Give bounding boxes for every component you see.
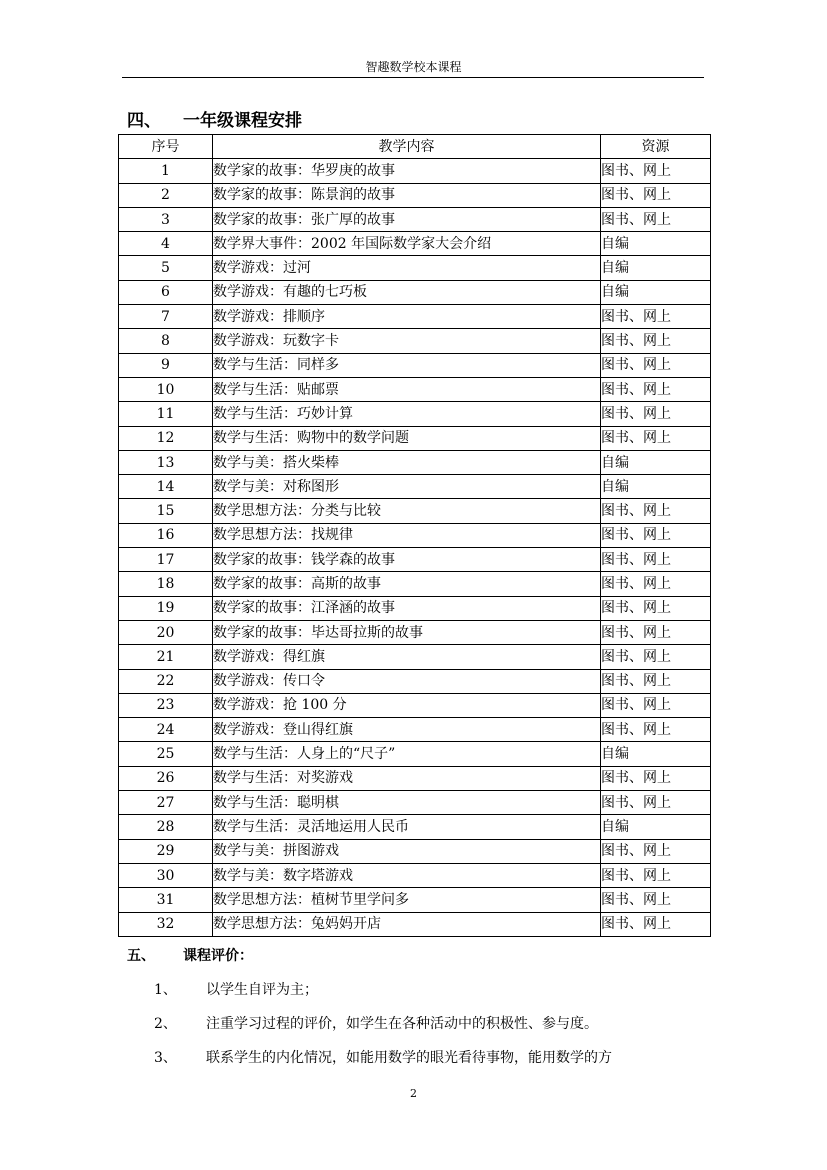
table-row xyxy=(119,305,711,329)
table-body xyxy=(119,159,711,937)
row-resource-cell: 自编 xyxy=(601,256,711,280)
table-row xyxy=(119,402,711,426)
row-number-cell: 25 xyxy=(119,742,213,766)
row-content-cell: 数学与生活：灵活地运用人民币 xyxy=(213,815,601,839)
section-five-heading xyxy=(127,945,253,965)
row-content-cell: 数学家的故事：高斯的故事 xyxy=(213,572,601,596)
row-content-cell: 数学与生活：巧妙计算 xyxy=(213,402,601,426)
table-row xyxy=(119,377,711,401)
row-number-cell: 16 xyxy=(119,523,213,547)
row-number-cell: 10 xyxy=(119,377,213,401)
row-content-cell: 数学与生活：对奖游戏 xyxy=(213,766,601,790)
row-number-cell: 26 xyxy=(119,766,213,790)
section-five-title: 课程评价： xyxy=(183,948,253,964)
table-row xyxy=(119,207,711,231)
row-number-cell: 7 xyxy=(119,305,213,329)
evaluation-item xyxy=(154,1013,598,1033)
table-row xyxy=(119,888,711,912)
page-number: 2 xyxy=(410,1087,417,1100)
row-content-cell: 数学思想方法：兔妈妈开店 xyxy=(213,912,601,936)
row-resource-cell: 图书、网上 xyxy=(601,888,711,912)
row-content-cell: 数学与美：数字塔游戏 xyxy=(213,863,601,887)
row-resource-cell: 图书、网上 xyxy=(601,693,711,717)
row-content-cell: 数学界大事件：2002 年国际数学家大会介绍 xyxy=(213,232,601,256)
row-number-cell: 19 xyxy=(119,596,213,620)
table-header-row xyxy=(119,135,711,159)
row-content-cell: 数学游戏：传口令 xyxy=(213,669,601,693)
table-row xyxy=(119,766,711,790)
row-number-cell: 6 xyxy=(119,280,213,304)
table-row xyxy=(119,475,711,499)
table-row xyxy=(119,718,711,742)
row-number-cell: 3 xyxy=(119,207,213,231)
evaluation-item-text: 联系学生的内化情况，如能用数学的眼光看待事物，能用数学的方 xyxy=(206,1050,612,1066)
row-number-cell: 9 xyxy=(119,353,213,377)
row-resource-cell: 图书、网上 xyxy=(601,572,711,596)
row-number-cell: 31 xyxy=(119,888,213,912)
row-content-cell: 数学家的故事：钱学森的故事 xyxy=(213,548,601,572)
row-resource-cell: 图书、网上 xyxy=(601,377,711,401)
row-resource-cell: 图书、网上 xyxy=(601,839,711,863)
row-resource-cell: 图书、网上 xyxy=(601,353,711,377)
row-resource-cell: 自编 xyxy=(601,450,711,474)
row-content-cell: 数学与生活：人身上的“尺子” xyxy=(213,742,601,766)
row-number-cell: 15 xyxy=(119,499,213,523)
row-number-cell: 2 xyxy=(119,183,213,207)
row-resource-cell: 自编 xyxy=(601,280,711,304)
page-header: 智趣数学校本课程 xyxy=(365,60,462,74)
table-row xyxy=(119,791,711,815)
row-number-cell: 21 xyxy=(119,645,213,669)
table-row xyxy=(119,548,711,572)
evaluation-item xyxy=(154,979,318,999)
row-resource-cell: 图书、网上 xyxy=(601,499,711,523)
row-resource-cell: 图书、网上 xyxy=(601,159,711,183)
evaluation-item xyxy=(154,1047,612,1067)
evaluation-item-text: 以学生自评为主； xyxy=(206,982,318,998)
row-number-cell: 13 xyxy=(119,450,213,474)
section-five-number: 五、 xyxy=(127,948,155,964)
row-content-cell: 数学与生活：同样多 xyxy=(213,353,601,377)
row-content-cell: 数学游戏：玩数字卡 xyxy=(213,329,601,353)
row-content-cell: 数学与生活：贴邮票 xyxy=(213,377,601,401)
table-row xyxy=(119,353,711,377)
section-four-number: 四、 xyxy=(127,111,161,131)
table-row xyxy=(119,232,711,256)
row-number-cell: 14 xyxy=(119,475,213,499)
row-resource-cell: 图书、网上 xyxy=(601,523,711,547)
row-number-cell: 11 xyxy=(119,402,213,426)
table-row xyxy=(119,645,711,669)
row-content-cell: 数学游戏：有趣的七巧板 xyxy=(213,280,601,304)
table-row xyxy=(119,693,711,717)
table-row xyxy=(119,426,711,450)
row-resource-cell: 图书、网上 xyxy=(601,596,711,620)
evaluation-item-number: 3、 xyxy=(154,1050,177,1066)
row-content-cell: 数学家的故事：江泽涵的故事 xyxy=(213,596,601,620)
header-rule xyxy=(122,77,704,78)
table-row xyxy=(119,256,711,280)
table-row xyxy=(119,669,711,693)
row-number-cell: 8 xyxy=(119,329,213,353)
row-content-cell: 数学思想方法：分类与比较 xyxy=(213,499,601,523)
table-row xyxy=(119,596,711,620)
row-resource-cell: 自编 xyxy=(601,815,711,839)
table-row xyxy=(119,572,711,596)
table-row xyxy=(119,523,711,547)
table-row xyxy=(119,815,711,839)
row-resource-cell: 图书、网上 xyxy=(601,426,711,450)
row-resource-cell: 图书、网上 xyxy=(601,183,711,207)
table-row xyxy=(119,742,711,766)
row-content-cell: 数学家的故事：华罗庚的故事 xyxy=(213,159,601,183)
evaluation-item-number: 2、 xyxy=(154,1016,177,1032)
row-resource-cell: 图书、网上 xyxy=(601,669,711,693)
row-content-cell: 数学与美：拼图游戏 xyxy=(213,839,601,863)
table-row xyxy=(119,839,711,863)
row-content-cell: 数学思想方法：植树节里学问多 xyxy=(213,888,601,912)
row-resource-cell: 图书、网上 xyxy=(601,912,711,936)
row-resource-cell: 图书、网上 xyxy=(601,329,711,353)
row-number-cell: 4 xyxy=(119,232,213,256)
row-resource-cell: 自编 xyxy=(601,475,711,499)
row-number-cell: 32 xyxy=(119,912,213,936)
row-number-cell: 5 xyxy=(119,256,213,280)
header-content: 教学内容 xyxy=(213,135,601,159)
row-number-cell: 30 xyxy=(119,863,213,887)
row-content-cell: 数学游戏：过河 xyxy=(213,256,601,280)
row-number-cell: 28 xyxy=(119,815,213,839)
row-number-cell: 22 xyxy=(119,669,213,693)
row-number-cell: 12 xyxy=(119,426,213,450)
row-resource-cell: 图书、网上 xyxy=(601,548,711,572)
row-content-cell: 数学思想方法：找规律 xyxy=(213,523,601,547)
row-number-cell: 27 xyxy=(119,791,213,815)
header-resource: 资源 xyxy=(601,135,711,159)
section-four-heading xyxy=(127,106,302,131)
row-number-cell: 20 xyxy=(119,620,213,644)
row-content-cell: 数学家的故事：毕达哥拉斯的故事 xyxy=(213,620,601,644)
row-number-cell: 18 xyxy=(119,572,213,596)
table-row xyxy=(119,620,711,644)
evaluation-item-number: 1、 xyxy=(154,982,177,998)
row-resource-cell: 图书、网上 xyxy=(601,718,711,742)
course-schedule-table xyxy=(118,134,711,937)
table-row xyxy=(119,863,711,887)
row-content-cell: 数学与美：对称图形 xyxy=(213,475,601,499)
row-resource-cell: 图书、网上 xyxy=(601,766,711,790)
row-resource-cell: 自编 xyxy=(601,232,711,256)
row-content-cell: 数学游戏：抢 100 分 xyxy=(213,693,601,717)
table-row xyxy=(119,450,711,474)
row-resource-cell: 图书、网上 xyxy=(601,791,711,815)
row-number-cell: 24 xyxy=(119,718,213,742)
header-number: 序号 xyxy=(119,135,213,159)
row-resource-cell: 图书、网上 xyxy=(601,645,711,669)
row-resource-cell: 图书、网上 xyxy=(601,207,711,231)
row-number-cell: 17 xyxy=(119,548,213,572)
section-four-title: 一年级课程安排 xyxy=(183,111,302,131)
table-row xyxy=(119,912,711,936)
table-row xyxy=(119,183,711,207)
row-number-cell: 29 xyxy=(119,839,213,863)
row-resource-cell: 图书、网上 xyxy=(601,305,711,329)
row-resource-cell: 图书、网上 xyxy=(601,863,711,887)
row-content-cell: 数学家的故事：张广厚的故事 xyxy=(213,207,601,231)
row-resource-cell: 图书、网上 xyxy=(601,402,711,426)
row-resource-cell: 自编 xyxy=(601,742,711,766)
row-resource-cell: 图书、网上 xyxy=(601,620,711,644)
evaluation-item-text: 注重学习过程的评价，如学生在各种活动中的积极性、参与度。 xyxy=(206,1016,598,1032)
table-row xyxy=(119,159,711,183)
row-content-cell: 数学游戏：排顺序 xyxy=(213,305,601,329)
row-content-cell: 数学与生活：聪明棋 xyxy=(213,791,601,815)
row-number-cell: 23 xyxy=(119,693,213,717)
row-content-cell: 数学家的故事：陈景润的故事 xyxy=(213,183,601,207)
row-content-cell: 数学与生活：购物中的数学问题 xyxy=(213,426,601,450)
table-row xyxy=(119,329,711,353)
row-content-cell: 数学游戏：登山得红旗 xyxy=(213,718,601,742)
row-content-cell: 数学与美：搭火柴棒 xyxy=(213,450,601,474)
row-number-cell: 1 xyxy=(119,159,213,183)
table-row xyxy=(119,499,711,523)
row-content-cell: 数学游戏：得红旗 xyxy=(213,645,601,669)
table-row xyxy=(119,280,711,304)
